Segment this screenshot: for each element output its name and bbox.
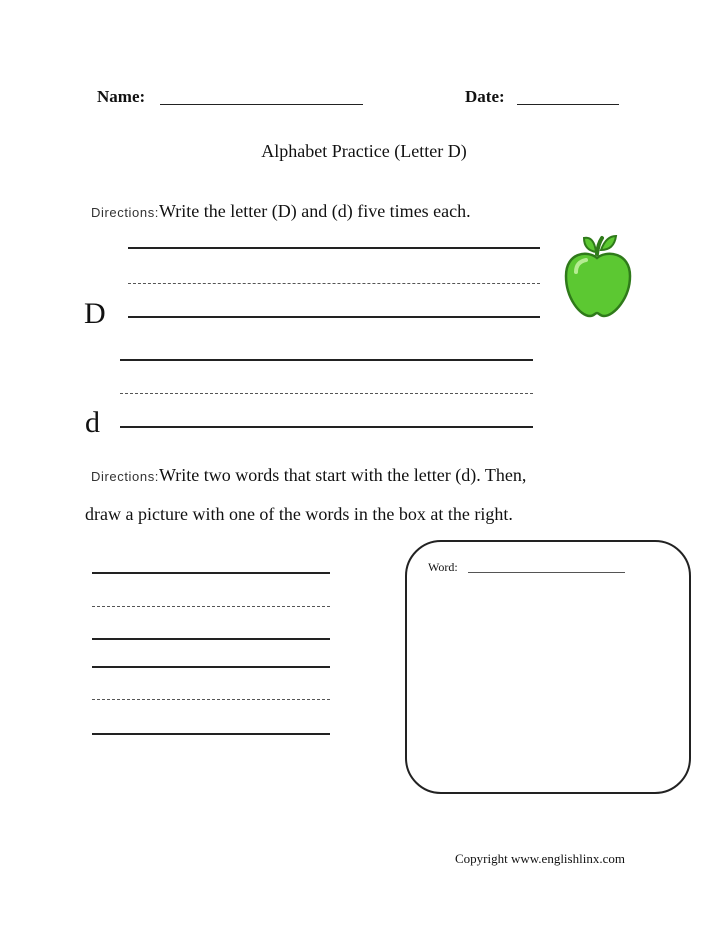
name-field-line[interactable] <box>160 104 363 105</box>
copyright: Copyright www.englishlinx.com <box>455 851 625 866</box>
lowercase-letter: d <box>85 406 100 439</box>
word-line-mid-dashed[interactable] <box>92 606 330 607</box>
word-field-line[interactable] <box>468 572 625 573</box>
directions-label: Directions: <box>91 205 160 220</box>
directions-text: Write two words that start with the letter (d). Then, <box>159 465 527 485</box>
word-line-mid-dashed[interactable] <box>92 699 330 700</box>
writing-line-mid-dashed[interactable] <box>120 393 533 394</box>
directions-text-line2: draw a picture with one of the words in the box at the right. <box>85 504 513 524</box>
writing-line-mid-dashed[interactable] <box>128 283 540 284</box>
uppercase-letter: D <box>84 297 106 330</box>
word-line-base[interactable] <box>92 638 330 640</box>
directions-text: Write the letter (D) and (d) five times each. <box>159 201 471 221</box>
word-line-top[interactable] <box>92 572 330 574</box>
writing-line-base[interactable] <box>120 426 533 428</box>
name-label: Name: <box>97 87 146 106</box>
writing-line-top[interactable] <box>120 359 533 361</box>
directions-label: Directions: <box>91 469 160 484</box>
writing-line-base[interactable] <box>128 316 540 318</box>
drawing-box[interactable] <box>405 540 691 794</box>
date-label: Date: <box>465 87 505 106</box>
word-line-base[interactable] <box>92 733 330 735</box>
word-label: Word: <box>428 560 458 574</box>
directions-2 <box>91 465 526 486</box>
directions-1 <box>91 201 471 222</box>
page-title: Alphabet Practice (Letter D) <box>261 141 467 161</box>
writing-line-top[interactable] <box>128 247 540 249</box>
date-field-line[interactable] <box>517 104 619 105</box>
apple-icon <box>560 232 635 320</box>
word-line-top[interactable] <box>92 666 330 668</box>
